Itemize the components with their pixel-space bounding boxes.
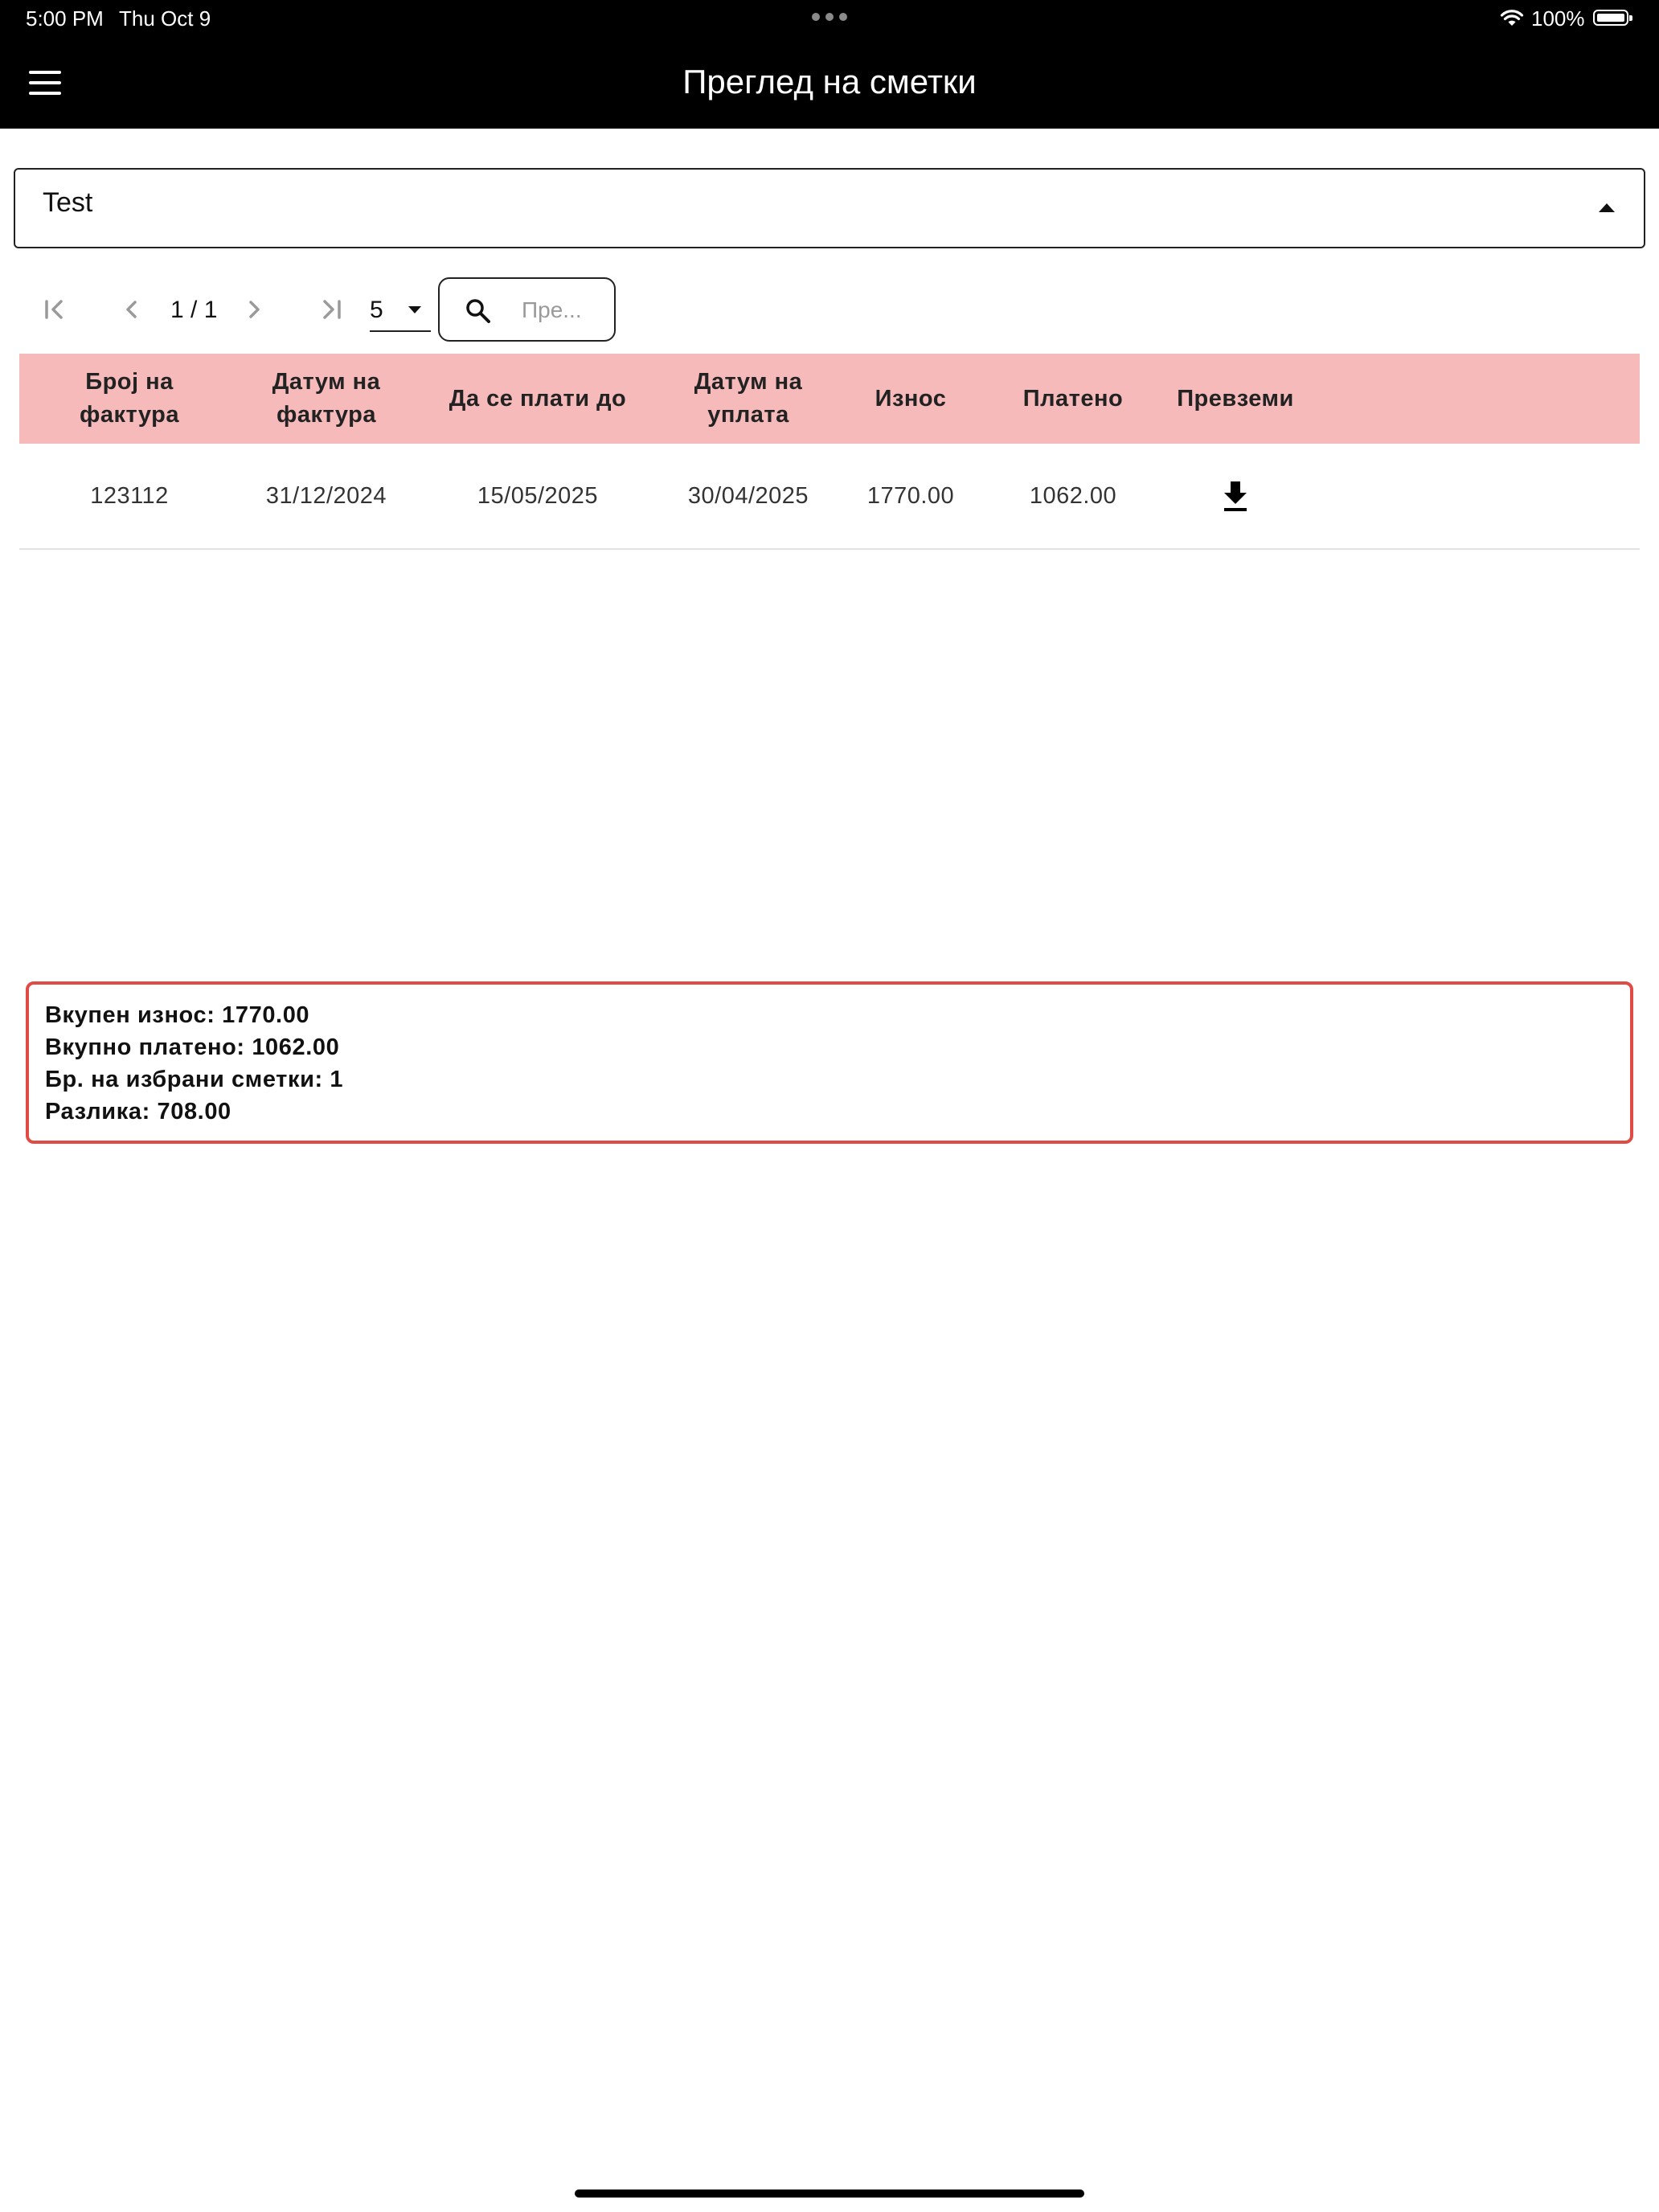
- multitasking-dots-icon[interactable]: [812, 13, 847, 21]
- status-time: 5:00 PM: [26, 6, 104, 31]
- column-header-invoice-date[interactable]: Датум на фактура: [272, 369, 381, 428]
- home-indicator[interactable]: [575, 2189, 1084, 2198]
- column-header-due-date[interactable]: Да се плати до: [449, 385, 627, 412]
- customer-select[interactable]: [14, 168, 1645, 248]
- next-page-icon[interactable]: [236, 292, 272, 327]
- caret-up-icon: [1599, 203, 1615, 212]
- caret-down-icon: [408, 306, 421, 313]
- summary-total-amount: Вкупен износ: 1770.00: [45, 1002, 310, 1028]
- cell-invoice-date: 31/12/2024: [265, 482, 387, 509]
- search-icon: [464, 297, 493, 326]
- page-title: Преглед на сметки: [682, 63, 977, 100]
- battery-percent: 100%: [1531, 6, 1585, 31]
- column-header-paid[interactable]: Платено: [1022, 385, 1124, 412]
- first-page-icon[interactable]: [37, 292, 72, 327]
- summary-difference: Разлика: 708.00: [45, 1099, 231, 1124]
- cell-due-date: 15/05/2025: [477, 482, 599, 509]
- battery-icon: [1593, 10, 1628, 26]
- page-info: 1 / 1: [170, 297, 218, 323]
- previous-page-icon[interactable]: [114, 292, 150, 327]
- status-date: Thu Oct 9: [119, 6, 211, 31]
- summary-total-paid: Вкупно платено: 1062.00: [45, 1034, 340, 1060]
- wifi-icon: [1500, 8, 1524, 27]
- column-header-invoice-number[interactable]: Број на фактура: [79, 369, 180, 428]
- search-input[interactable]: [520, 293, 612, 327]
- search-box[interactable]: [438, 277, 616, 342]
- cell-amount: 1770.00: [866, 482, 955, 509]
- summary-box: [26, 981, 1633, 1144]
- download-icon: [1219, 478, 1251, 514]
- column-header-amount[interactable]: Износ: [875, 385, 947, 412]
- page-size-select[interactable]: [370, 289, 431, 332]
- customer-select-value: Test: [43, 187, 93, 218]
- pagination-toolbar: [0, 277, 723, 342]
- column-header-payment-date[interactable]: Датум на уплата: [694, 369, 803, 428]
- cell-invoice-number: 123112: [90, 482, 169, 509]
- page-size-value: 5: [370, 297, 383, 323]
- summary-selected-count: Бр. на избрани сметки: 1: [45, 1067, 344, 1092]
- top-bar: [0, 0, 1659, 129]
- cell-paid: 1062.00: [1029, 482, 1117, 509]
- column-header-download: Превземи: [1177, 385, 1294, 412]
- last-page-icon[interactable]: [313, 292, 349, 327]
- table-row[interactable]: [19, 444, 1640, 550]
- cell-payment-date: 30/04/2025: [687, 482, 809, 509]
- download-button[interactable]: [1159, 444, 1312, 548]
- table-header: [19, 354, 1640, 444]
